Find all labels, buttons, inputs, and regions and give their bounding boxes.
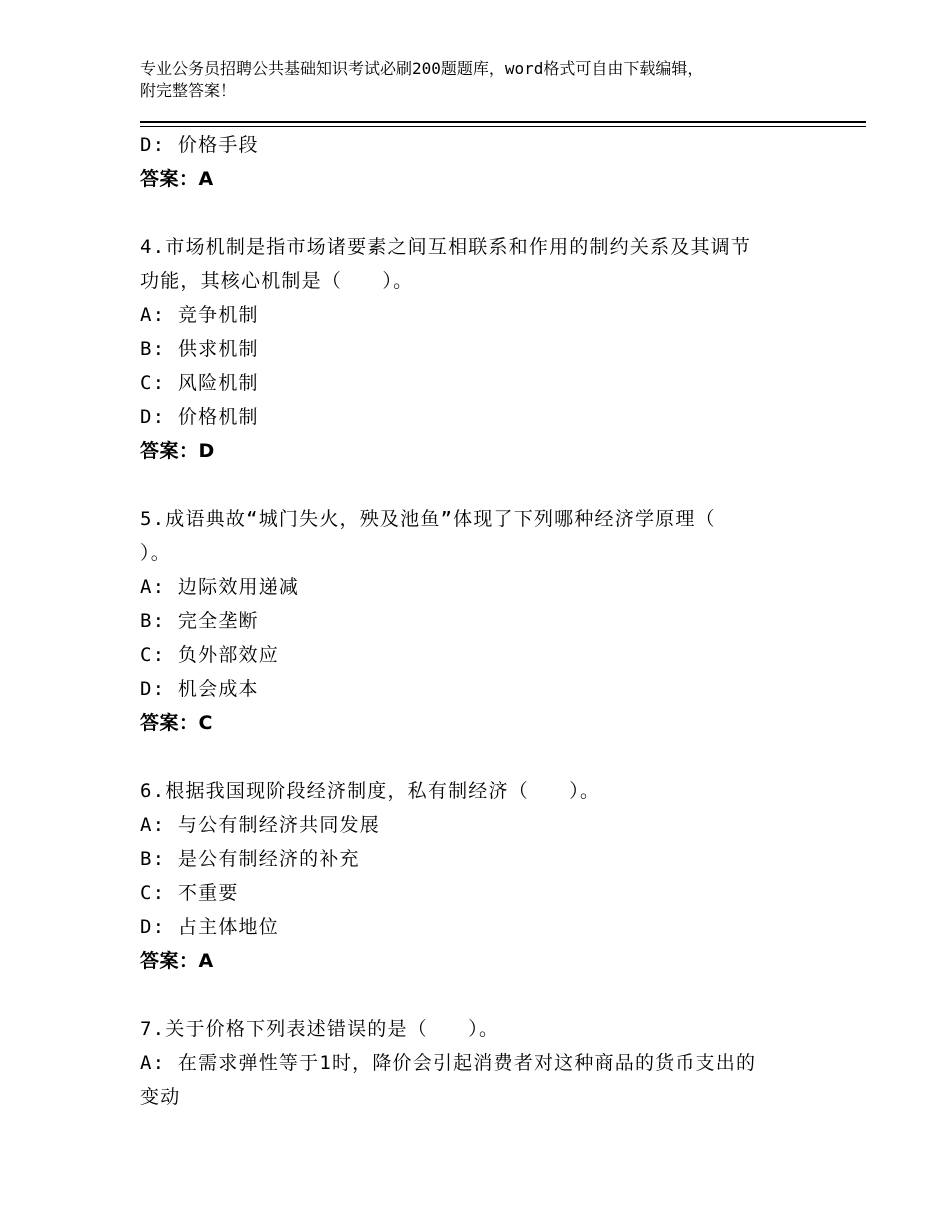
spacer [140, 196, 840, 230]
q5-option-a: A: 边际效用递减 [140, 576, 300, 598]
spacer [140, 978, 840, 1012]
q4-stem-line-1: 4.市场机制是指市场诸要素之间互相联系和作用的制约关系及其调节 [140, 236, 752, 258]
q4-option-a: A: 竞争机制 [140, 304, 259, 326]
q5-stem-line-2: ）。 [140, 542, 171, 564]
q5-answer: 答案：C [140, 712, 213, 734]
q6-stem-line-1: 6.根据我国现阶段经济制度，私有制经济（ ）。 [140, 780, 601, 802]
q7-stem-line-1: 7.关于价格下列表述错误的是（ ）。 [140, 1018, 500, 1040]
q4-answer: 答案：D [140, 440, 215, 462]
q3-answer: 答案：A [140, 168, 214, 190]
header-rule-thin [140, 126, 866, 127]
q5-option-d: D: 机会成本 [140, 678, 259, 700]
q4-option-b: B: 供求机制 [140, 338, 259, 360]
q4-option-d: D: 价格机制 [140, 406, 259, 428]
q5-option-c: C: 负外部效应 [140, 644, 279, 666]
header-line-1: 专业公务员招聘公共基础知识考试必刷200题题库，word格式可自由下载编辑， [140, 59, 704, 78]
q7-option-a-line-2: 变动 [140, 1086, 181, 1108]
spacer [140, 740, 840, 774]
q6-option-d: D: 占主体地位 [140, 916, 279, 938]
q6-option-b: B: 是公有制经济的补充 [140, 848, 360, 870]
header-rule-thick [140, 121, 866, 123]
q3-option-d: D: 价格手段 [140, 134, 259, 156]
q7-option-a-line-1: A: 在需求弹性等于1时，降价会引起消费者对这种商品的货币支出的 [140, 1052, 757, 1074]
q5-stem-line-1: 5.成语典故“城门失火，殃及池鱼”体现了下列哪种经济学原理（ [140, 508, 716, 530]
q6-answer: 答案：A [140, 950, 214, 972]
q6-option-c: C: 不重要 [140, 882, 239, 904]
q4-stem-line-2: 功能，其核心机制是（ ）。 [140, 270, 414, 292]
q4-option-c: C: 风险机制 [140, 372, 259, 394]
page-header [140, 58, 820, 102]
q5-option-b: B: 完全垄断 [140, 610, 259, 632]
question-content [140, 128, 840, 1114]
q6-option-a: A: 与公有制经济共同发展 [140, 814, 380, 836]
header-line-2: 附完整答案！ [140, 81, 237, 100]
spacer [140, 468, 840, 502]
